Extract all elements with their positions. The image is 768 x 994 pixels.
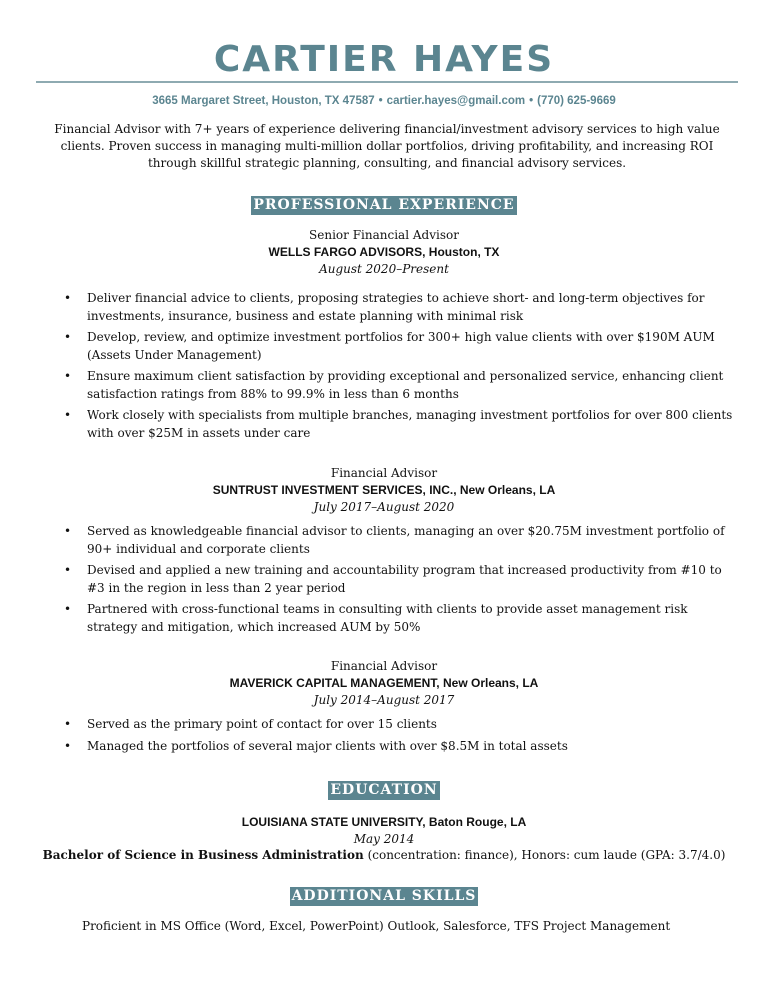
education-school-line bbox=[0, 814, 768, 831]
job-company: WELLS FARGO ADVISORS, bbox=[268, 245, 426, 259]
section-heading-label: ADDITIONAL SKILLS bbox=[291, 888, 477, 904]
bullet-marker: • bbox=[64, 408, 72, 422]
list-item bbox=[62, 523, 738, 558]
contact-email: cartier.hayes@gmail.com bbox=[386, 95, 526, 107]
bullet-marker: • bbox=[64, 369, 72, 383]
list-item bbox=[62, 716, 738, 734]
job-bullets bbox=[62, 290, 738, 446]
education-degree-line bbox=[0, 847, 768, 864]
bullet-text: Managed the portfolios of several major clients with over $8.5M in total assets bbox=[87, 738, 568, 753]
list-item bbox=[62, 562, 738, 597]
list-item bbox=[62, 368, 738, 403]
education-details: (concentration: finance), Honors: cum laude (GPA: 3.7/4.0) bbox=[367, 848, 726, 862]
header-divider bbox=[36, 81, 738, 83]
list-item bbox=[62, 329, 738, 364]
job-company: MAVERICK CAPITAL MANAGEMENT, bbox=[229, 676, 440, 690]
job-company: SUNTRUST INVESTMENT SERVICES, INC., bbox=[212, 483, 457, 497]
section-heading-experience bbox=[0, 194, 768, 214]
bullet-text: Work closely with specialists from multiple branches, managing investment portfolios for over 800 clients with over $25M in assets under care bbox=[87, 408, 733, 440]
bullet-text: Partnered with cross-functional teams in consulting with clients to provide asset management risk strategy and mitigation, which increased AUM by 50% bbox=[87, 602, 688, 634]
bullet-text: Develop, review, and optimize investment portfolios for 300+ high value clients with over $190M AUM (Assets Under Management) bbox=[87, 330, 715, 362]
job-dates: August 2020–Present bbox=[319, 262, 449, 276]
job-bullets bbox=[62, 716, 738, 759]
section-heading-label: EDUCATION bbox=[330, 782, 438, 798]
professional-summary: Financial Advisor with 7+ years of experience delivering financial/investment advisory services to high value clients. Proven success in managing multi-million dollar portfolios, driving profitability, and increasing ROI through skillful strategic planning, consulting, and financial advisory services. bbox=[54, 122, 720, 170]
job-location: New Orleans, LA bbox=[459, 483, 556, 497]
skills-text: Proficient in MS Office (Word, Excel, PowerPoint) Outlook, Salesforce, TFS Project Management bbox=[82, 919, 671, 933]
bullet-marker: • bbox=[64, 563, 72, 577]
job-title: Senior Financial Advisor bbox=[309, 228, 459, 242]
job-bullets bbox=[62, 523, 738, 640]
bullet-text: Ensure maximum client satisfaction by providing exceptional and personalized service, enhancing client satisfaction ratings from 88% to 99.9% in less than 6 months bbox=[87, 369, 724, 401]
job-dates: July 2017–August 2020 bbox=[313, 500, 455, 514]
education-date: May 2014 bbox=[353, 832, 415, 846]
list-item bbox=[62, 738, 738, 756]
job-company-line bbox=[0, 244, 768, 261]
bullet-marker: • bbox=[64, 524, 72, 538]
section-heading-education bbox=[0, 779, 768, 799]
bullet-marker: • bbox=[64, 291, 72, 305]
bullet-marker: • bbox=[64, 738, 72, 753]
job-company-line bbox=[0, 482, 768, 499]
job-title: Financial Advisor bbox=[330, 466, 438, 480]
bullet-marker: • bbox=[64, 717, 72, 731]
candidate-name: CARTIER HAYES bbox=[213, 39, 555, 80]
section-heading-skills bbox=[0, 885, 768, 905]
contact-separator: • bbox=[378, 95, 383, 107]
list-item bbox=[62, 601, 738, 636]
contact-address: 3665 Margaret Street, Houston, TX 47587 bbox=[152, 95, 375, 107]
bullet-text: Deliver financial advice to clients, proposing strategies to achieve short- and long-term objectives for investments, insurance, business and estate planning with minimal risk bbox=[87, 291, 705, 323]
list-item bbox=[62, 407, 738, 442]
bullet-text: Served as the primary point of contact for over 15 clients bbox=[87, 717, 437, 731]
bullet-marker: • bbox=[64, 330, 72, 344]
job-company-line bbox=[0, 675, 768, 692]
job-title: Financial Advisor bbox=[330, 659, 438, 673]
contact-separator: • bbox=[529, 95, 534, 107]
bullet-text: Devised and applied a new training and accountability program that increased productivity from #10 to #3 in the region in less than 2 year period bbox=[87, 563, 722, 595]
education-school: LOUISIANA STATE UNIVERSITY, bbox=[241, 815, 426, 829]
contact-phone: (770) 625-9669 bbox=[537, 95, 616, 107]
contact-line bbox=[0, 93, 768, 109]
list-item bbox=[62, 290, 738, 325]
education-degree: Bachelor of Science in Business Administration bbox=[42, 848, 364, 862]
education-location: Baton Rouge, LA bbox=[428, 815, 527, 829]
job-location: New Orleans, LA bbox=[442, 676, 539, 690]
job-location: Houston, TX bbox=[428, 245, 500, 259]
bullet-marker: • bbox=[64, 602, 72, 616]
section-heading-label: PROFESSIONAL EXPERIENCE bbox=[253, 197, 515, 213]
bullet-text: Served as knowledgeable financial advisor to clients, managing an over $20.75M investment portfolio of 90+ individual and corporate clients bbox=[87, 524, 725, 556]
job-dates: July 2014–August 2017 bbox=[313, 693, 455, 707]
